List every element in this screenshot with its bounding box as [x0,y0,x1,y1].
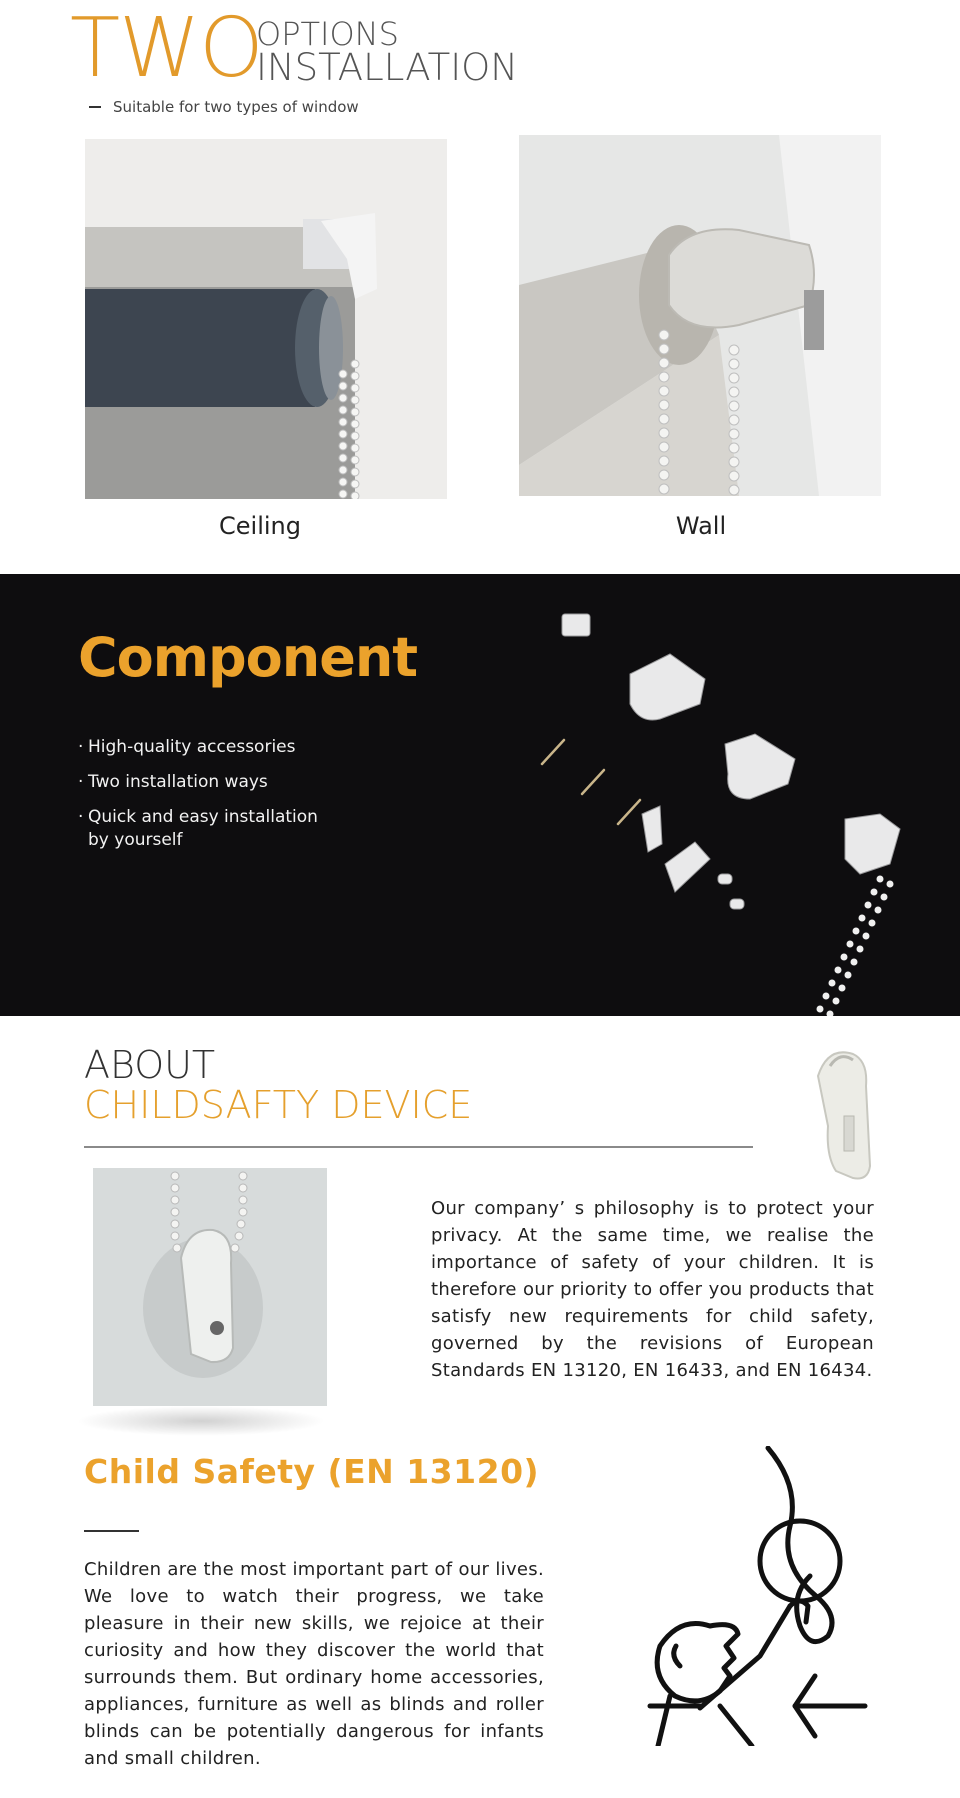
components-illustration [470,574,960,1016]
bracket-part [725,734,795,799]
component-bullet: · Quick and easy installation by yourself [78,806,328,852]
bullet-text: High-quality accessories [88,737,296,757]
installation-heading: INSTALLATION [256,46,518,89]
wall-mount-illustration [519,135,881,496]
divider [84,1146,753,1148]
safety-hook-photo [808,1046,878,1196]
about-heading: ABOUT [84,1043,216,1087]
wall-caption: Wall [675,512,727,540]
child-safety-text: Children are the most important part of our lives. We love to watch their progress, we take pleasure in their new skills, we rejoice at their curiosity and how they discover the world that surrounds them. But ordinary home accessories, appliances, furniture as well as blinds and roller blinds can be potentially dangerous for infants and small children. [84,1559,544,1769]
subtitle-dash [89,106,101,108]
child-safety-title: Child Safety (EN 13120) [84,1452,540,1491]
component-section [0,574,960,1016]
control-unit-part [845,814,900,874]
ceiling-caption: Ceiling [219,512,301,540]
bracket-part [630,654,705,720]
company-philosophy-text: Our company’ s philosophy is to protect your privacy. At the same time, we realise the importance of safety of your children. It is therefore our priority to offer you products that satisfy new requirements for child safety, governed by the revisions of European Standards EN 13120, EN 16433, and EN 16434. [431,1198,874,1381]
ceiling-mount-illustration [85,139,447,499]
installation-subtitle: Suitable for two types of window [113,98,359,116]
bullet-text: Two installation ways [88,771,268,792]
connector-part [730,899,744,909]
childsafety-device-heading: CHILDSAFTY DEVICE [84,1083,473,1127]
child-cord-hazard-icon [640,1446,880,1746]
safety-hook-part [665,842,710,892]
options-heading: OPTIONS [256,15,399,53]
clip-part [642,806,662,852]
child-safety-section [0,1016,960,1798]
wall-mount-photo [519,135,881,496]
short-divider [84,1530,139,1532]
component-bullet: · Two installation ways [78,771,268,792]
safety-device-photo [93,1168,327,1406]
safety-device-illustration [93,1168,327,1406]
component-bullet: · High-quality accessories [78,737,296,757]
bullet-text: Quick and easy installation by yourself [88,806,318,850]
two-heading: TWO [70,1,263,96]
component-bullet-list [78,736,328,864]
photo-shadow [76,1406,326,1436]
component-title: Component [78,626,418,689]
connector-part [718,874,732,884]
installation-section [0,0,960,574]
ceiling-mount-photo [85,139,447,499]
end-cap-part [562,614,590,636]
